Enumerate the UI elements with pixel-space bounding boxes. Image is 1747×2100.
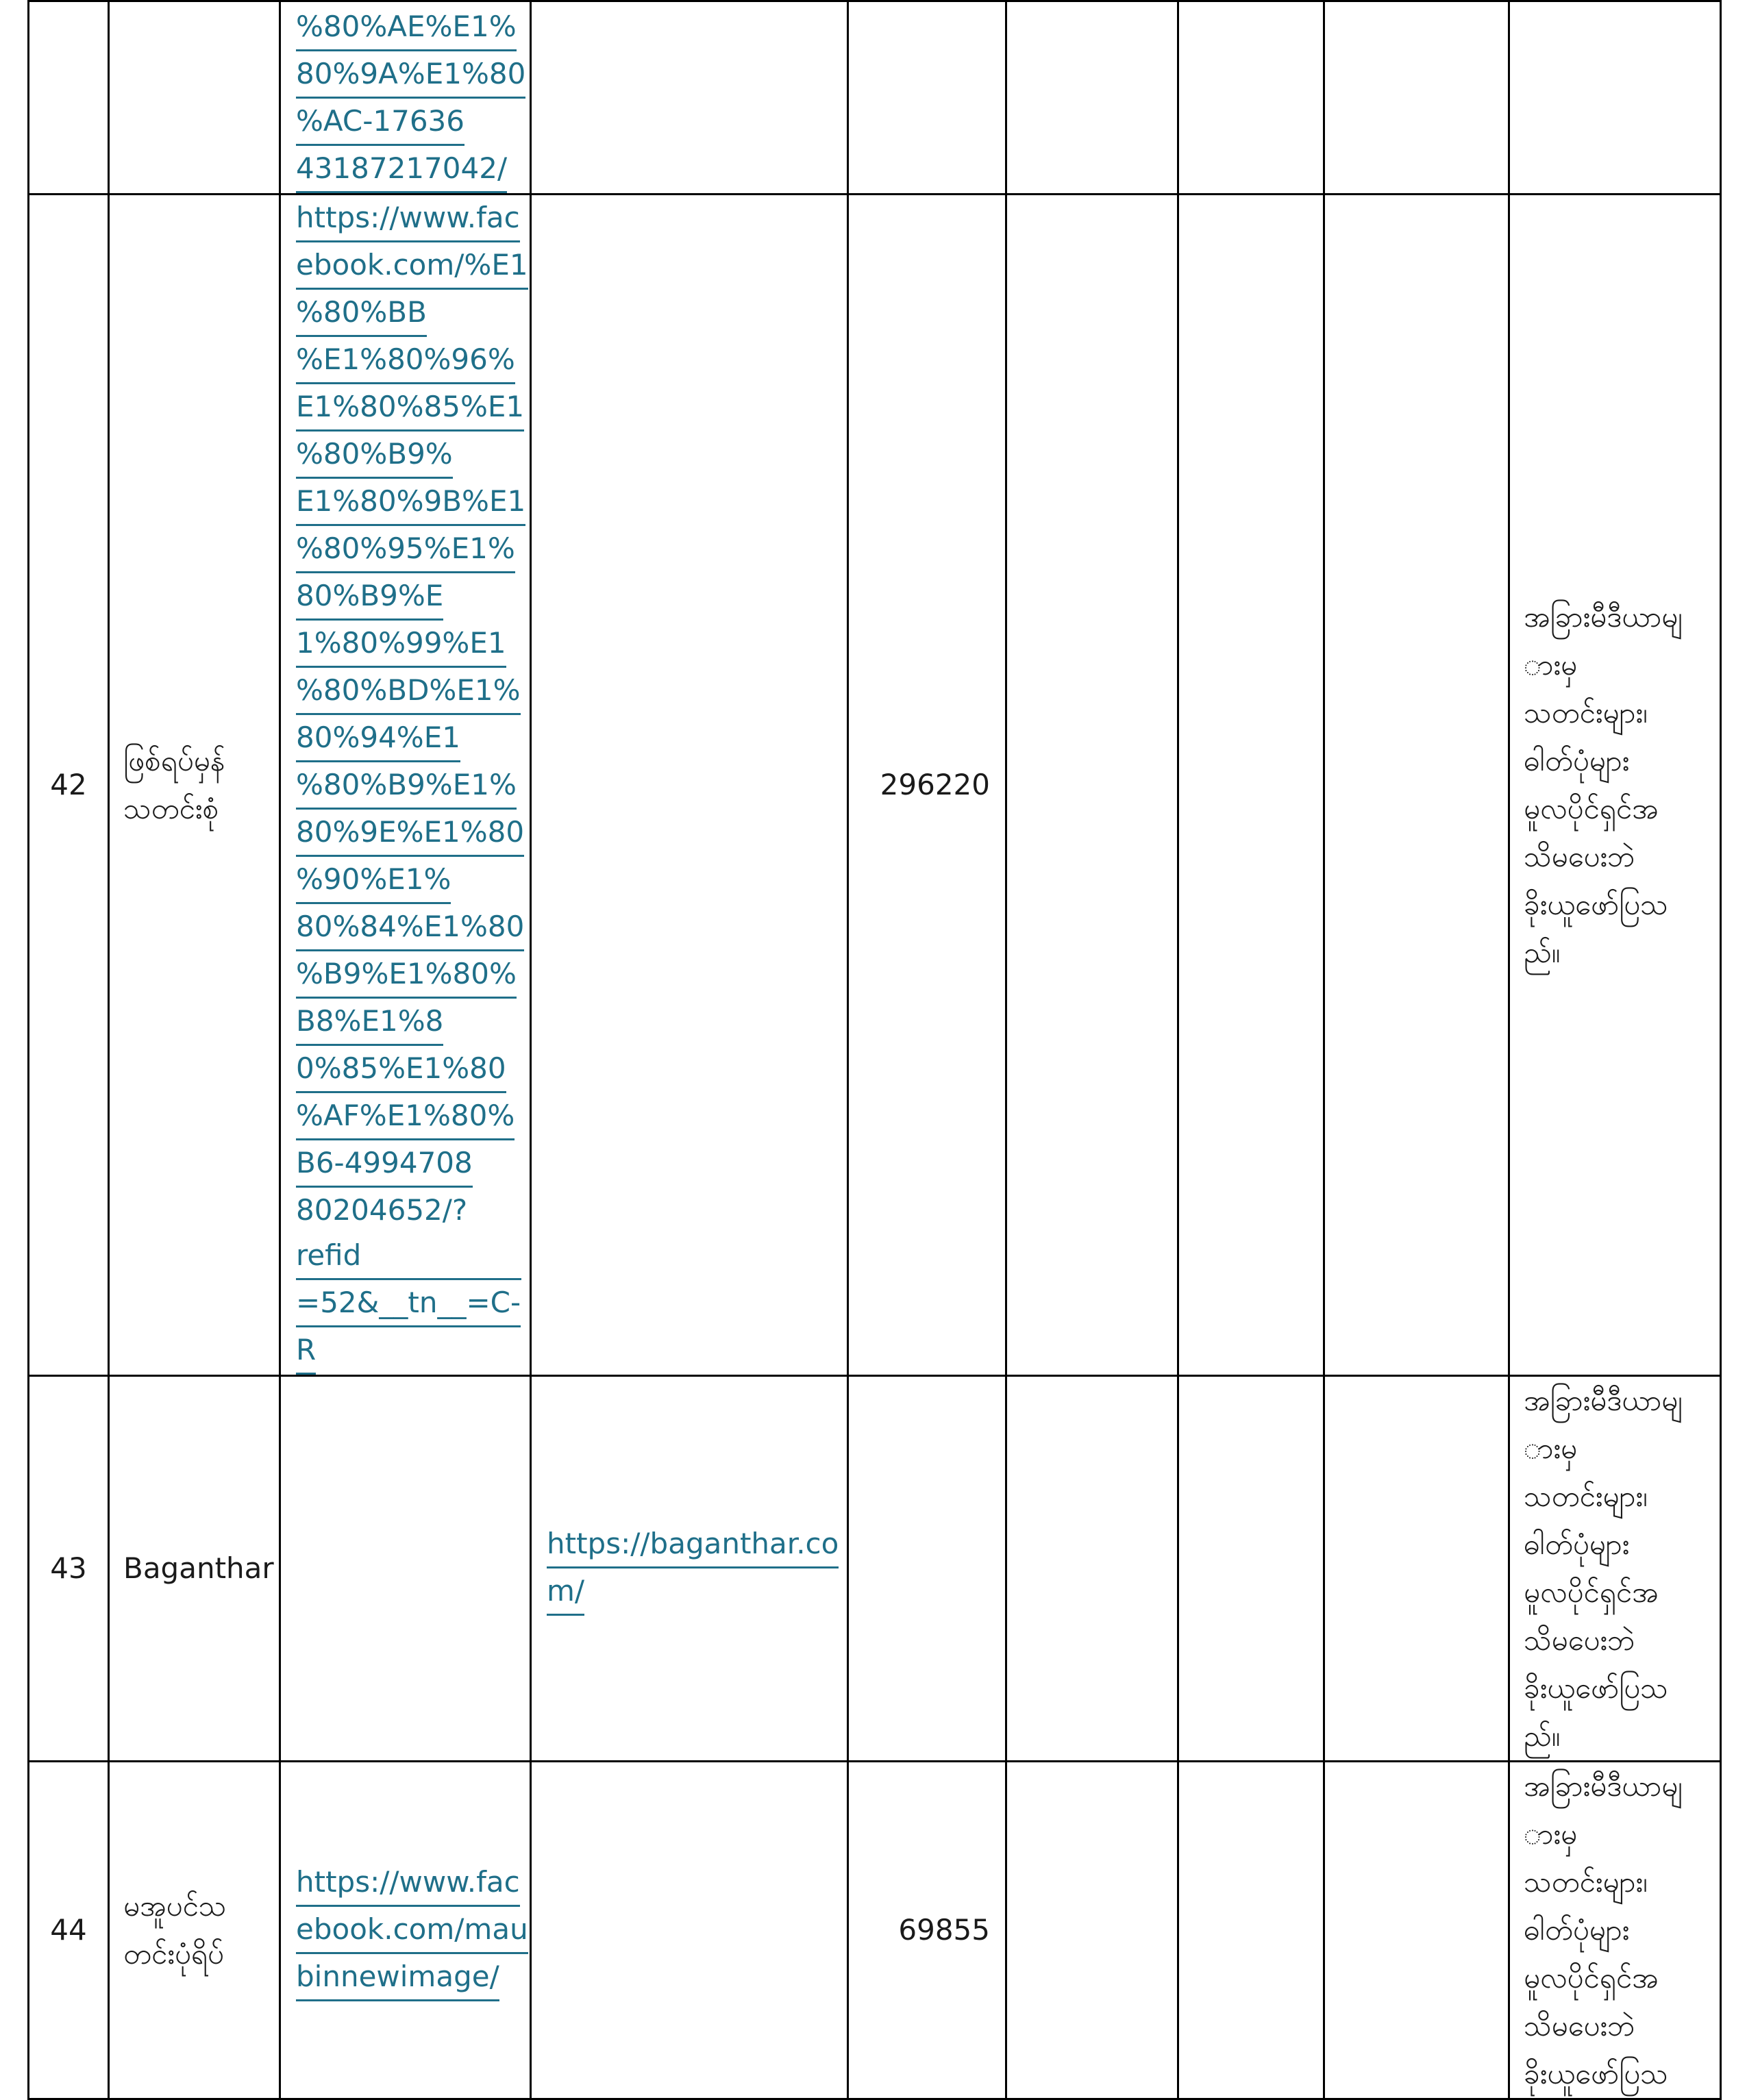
table-row — [29, 1762, 1721, 2099]
follower-count-cell — [848, 195, 1006, 1376]
text-line: ဖြစ်ရပ်မှန် — [123, 744, 225, 777]
row-number-cell — [29, 1376, 109, 1762]
website-link-cell — [531, 195, 848, 1376]
row-number: 44 — [50, 1913, 87, 1947]
row-number-cell — [29, 1, 109, 195]
link-text-segment[interactable]: %AC-17636 — [296, 99, 464, 146]
text-line: သိမပေးဘဲ — [1524, 1623, 1635, 1657]
text-line: သတင်းစုံ — [123, 792, 219, 825]
link-text-segment[interactable]: R — [296, 1327, 316, 1375]
table-row — [29, 1376, 1721, 1762]
link-text-segment[interactable]: %AF%E1%80% — [296, 1093, 515, 1140]
text-line: သတင်းများ၊ — [1524, 1865, 1648, 1899]
link-text-segment[interactable]: %80%AE%E1% — [296, 4, 517, 51]
remark-cell — [1509, 1376, 1721, 1762]
link-text-segment[interactable]: 80%94%E1 — [296, 715, 460, 762]
link-text-segment[interactable]: %E1%80%96% — [296, 337, 515, 384]
remark-cell — [1509, 1, 1721, 195]
remark-cell — [1509, 195, 1721, 1376]
row-number: 43 — [50, 1551, 87, 1585]
table-row — [29, 1, 1721, 195]
empty-cell — [1324, 1762, 1509, 2099]
empty-cell — [1006, 1762, 1178, 2099]
text-line: တင်းပုံရိပ် — [123, 1937, 224, 1971]
facebook-link-cell — [280, 1, 531, 195]
follower-count: 296220 — [880, 768, 990, 801]
text-line: အခြားမီဒီယာမျ — [1524, 600, 1683, 634]
row-number-cell — [29, 1762, 109, 2099]
link-text-segment[interactable]: %80%B9% — [296, 432, 453, 479]
link-text-segment[interactable]: B8%E1%8 — [296, 999, 443, 1046]
facebook-link-cell — [280, 195, 531, 1376]
text-line: ဓါတ်ပုံများ — [1524, 1913, 1630, 1947]
data-table — [27, 0, 1722, 2100]
text-line: သတင်းများ၊ — [1524, 696, 1648, 729]
link-text-segment[interactable]: E1%80%85%E1 — [296, 384, 524, 432]
link-text-segment[interactable]: B6-4994708 — [296, 1140, 473, 1188]
text-line: ားမှ — [1524, 1817, 1578, 1851]
link-text-segment[interactable]: binnewimage/ — [296, 1954, 499, 2001]
page-name-cell — [109, 1, 280, 195]
link-text-segment[interactable]: 80%B9%E — [296, 573, 443, 621]
empty-cell — [1178, 1762, 1324, 2099]
link-text-segment[interactable]: m/ — [547, 1568, 584, 1616]
text-line: ားမှ — [1524, 648, 1578, 682]
empty-cell — [1006, 195, 1178, 1376]
follower-count-cell — [848, 1376, 1006, 1762]
text-line: ည်။ — [1524, 936, 1561, 969]
link-text-segment[interactable]: https://baganthar.co — [547, 1521, 839, 1568]
facebook-link-cell — [280, 1762, 531, 2099]
text-line: ားမှ — [1524, 1432, 1578, 1465]
empty-cell — [1178, 1376, 1324, 1762]
text-line: မအူပင်သ — [123, 1889, 227, 1923]
website-link-cell — [531, 1, 848, 195]
link-text-segment[interactable]: %80%BD%E1% — [296, 668, 521, 715]
text-line: သိမပေးဘဲ — [1524, 840, 1635, 873]
text-line: မူလပိုင်ရှင်အ — [1524, 1575, 1659, 1609]
follower-count: 69855 — [898, 1913, 990, 1947]
table-body — [29, 1, 1721, 2099]
link-text-segment[interactable]: https://www.fac — [296, 195, 520, 242]
link-text-segment[interactable]: 80%84%E1%80 — [296, 904, 524, 951]
link-text-segment[interactable]: ebook.com/mau — [296, 1907, 528, 1954]
follower-count-cell — [848, 1762, 1006, 2099]
empty-cell — [1324, 1376, 1509, 1762]
text-line: ဓါတ်ပုံများ — [1524, 1527, 1630, 1561]
text-line: အခြားမီဒီယာမျ — [1524, 1769, 1683, 1803]
link-text-segment[interactable]: 80%9A%E1%80 — [296, 51, 525, 99]
text-line: ည်။ — [1524, 1719, 1561, 1753]
text-line: သိမပေးဘဲ — [1524, 2009, 1635, 2042]
text-line: ခိုးယူဖော်ပြသ — [1524, 2057, 1668, 2090]
link-text-segment[interactable]: 43187217042/ — [296, 146, 507, 193]
text-line: ခိုးယူဖော်ပြသ — [1524, 1671, 1668, 1705]
empty-cell — [1006, 1, 1178, 195]
text-line: သတင်းများ၊ — [1524, 1479, 1648, 1513]
row-number-cell — [29, 195, 109, 1376]
link-text-segment[interactable]: E1%80%9B%E1 — [296, 479, 525, 526]
link-text-segment[interactable]: %90%E1% — [296, 857, 451, 904]
empty-cell — [1006, 1376, 1178, 1762]
table-row — [29, 195, 1721, 1376]
text-line: မူလပိုင်ရှင်အ — [1524, 1961, 1659, 1995]
page-name-cell — [109, 195, 280, 1376]
link-text-segment[interactable]: 1%80%99%E1 — [296, 621, 506, 668]
remark-cell — [1509, 1762, 1721, 2099]
empty-cell — [1178, 1, 1324, 195]
link-text-segment[interactable]: %B9%E1%80% — [296, 951, 517, 999]
empty-cell — [1178, 195, 1324, 1376]
website-link-cell — [531, 1376, 848, 1762]
text-line: Baganthar — [123, 1551, 274, 1585]
link-text-segment[interactable]: %80%BB — [296, 290, 427, 337]
text-line: အခြားမီဒီယာမျ — [1524, 1384, 1683, 1417]
text-line: ဓါတ်ပုံများ — [1524, 744, 1630, 777]
text-line: ခိုးယူဖော်ပြသ — [1524, 888, 1668, 921]
link-text-segment[interactable]: https://www.fac — [296, 1860, 520, 1907]
link-text-segment[interactable]: =52&__tn__=C- — [296, 1280, 521, 1327]
text-line: မူလပိုင်ရှင်အ — [1524, 792, 1659, 825]
page-name-cell — [109, 1376, 280, 1762]
facebook-link-cell — [280, 1376, 531, 1762]
page-name-cell — [109, 1762, 280, 2099]
link-text-segment[interactable]: ebook.com/%E1 — [296, 242, 528, 290]
link-text-segment[interactable]: 80204652/?refid — [296, 1188, 521, 1280]
link-text-segment[interactable]: 0%85%E1%80 — [296, 1046, 506, 1093]
link-text-segment[interactable]: %80%95%E1% — [296, 526, 515, 573]
link-text-segment[interactable]: 80%9E%E1%80 — [296, 810, 524, 857]
empty-cell — [1324, 1, 1509, 195]
website-link-cell — [531, 1762, 848, 2099]
empty-cell — [1324, 195, 1509, 1376]
link-text-segment[interactable]: %80%B9%E1% — [296, 762, 517, 810]
follower-count-cell — [848, 1, 1006, 195]
row-number: 42 — [50, 768, 87, 801]
